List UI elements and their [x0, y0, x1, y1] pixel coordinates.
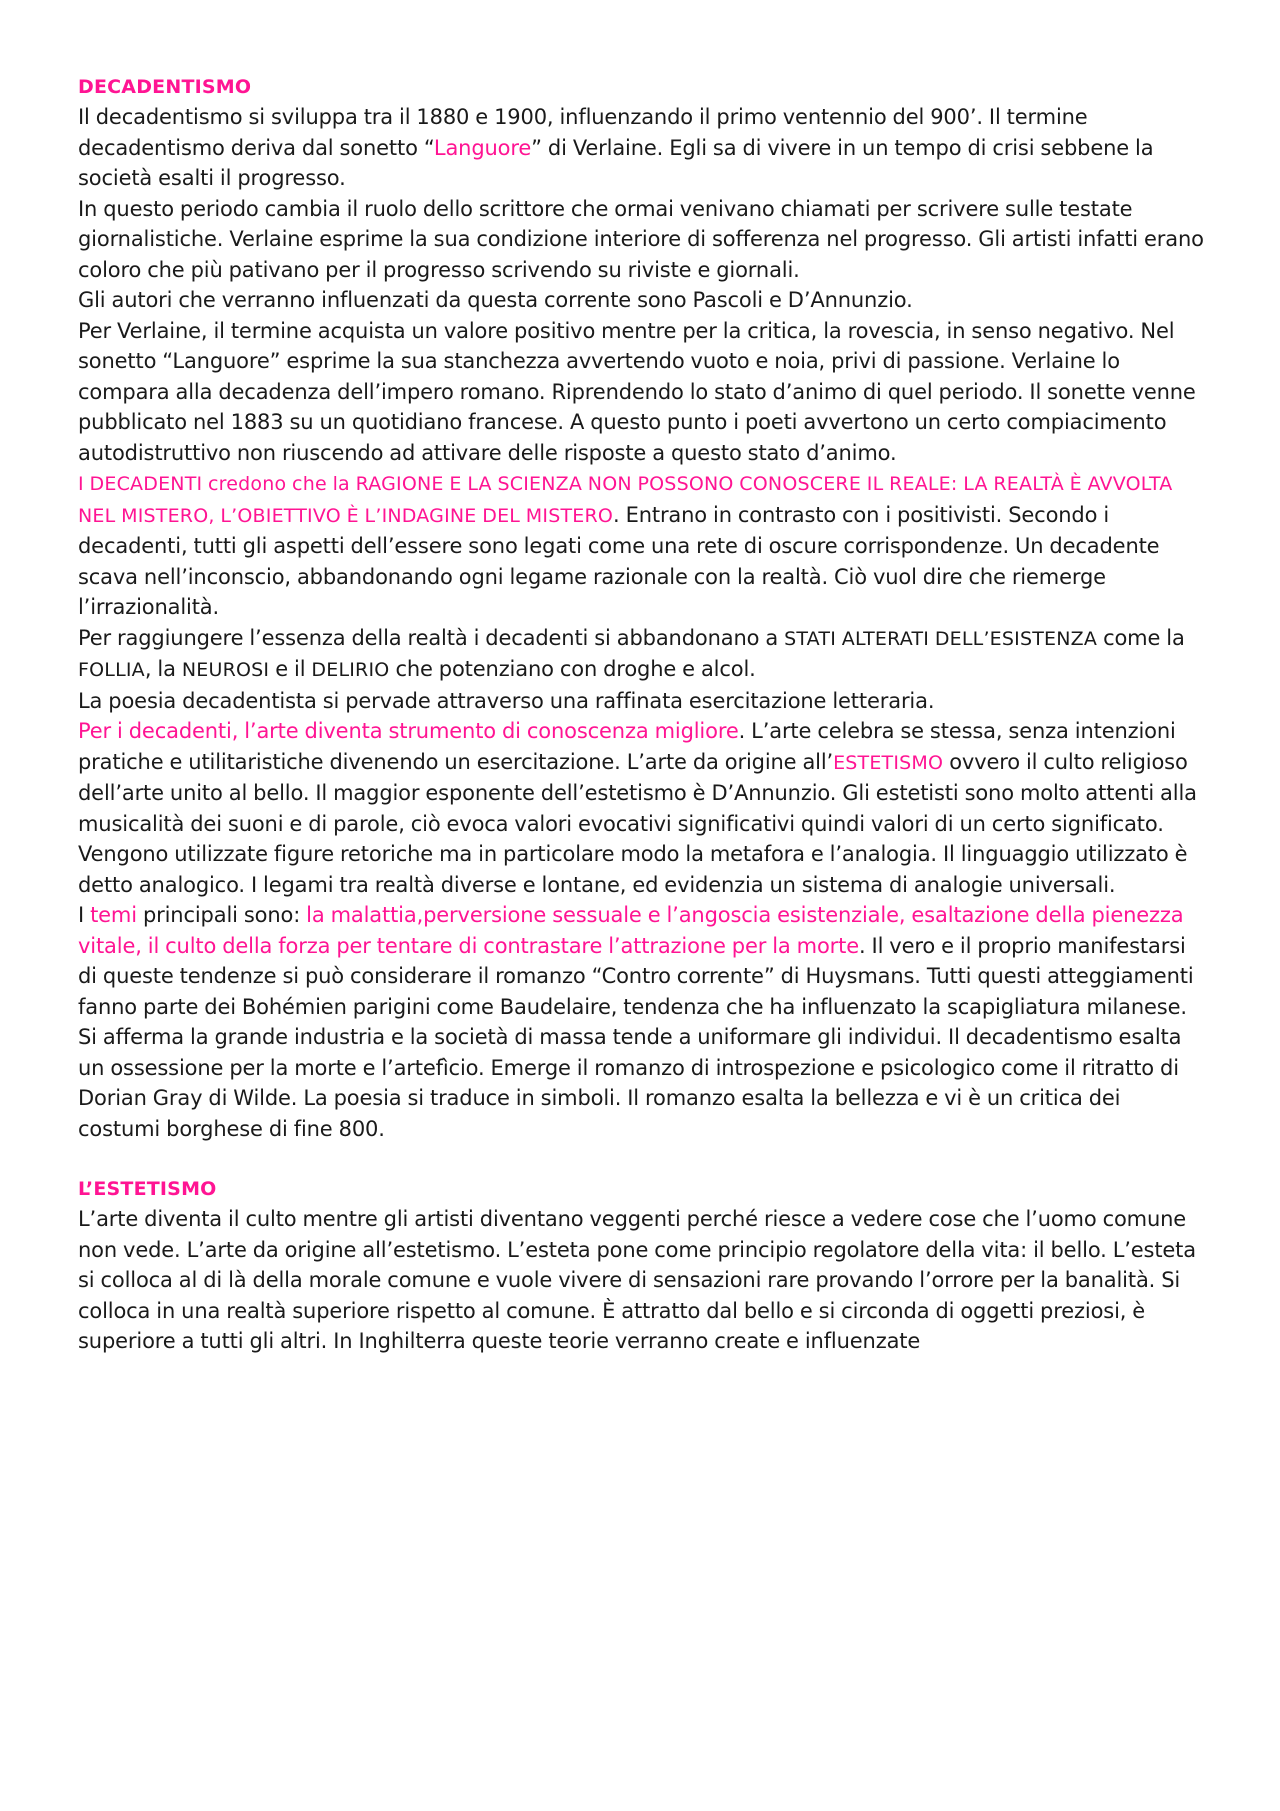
highlight-themes-list: la malattia,perversione sessuale e l’angoscia esistenziale, esaltazione della pienezza vitale, il culto della forza per tentare di contrastare l’attrazione per la morte	[78, 903, 1184, 958]
paragraph-industry: Si afferma la grande industria e la società di massa tende a uniformare gli individui. Il decadentismo esalta un ossessione per la morte e l’artefìcio. Emerge il romanzo di introspezione e psicologico come il ritratto di Dorian Gray di Wilde. La poesia si traduce in simboli. Il romanzo esalta la bellezza e vi è un critica dei costumi borghese di fine 800.	[78, 1025, 1182, 1141]
paragraph-text: . Entrano in contrasto con i positivisti. Secondo i decadenti, tutti gli aspetti dell’essere sono legati come una rete di oscure corrispondenze. Un decadente scava nell’inconscio, abbandonando ogni legame razionale con la realtà. Ciò vuol dire che riemerge l’irrazionalità.	[78, 502, 1160, 619]
section-decadentismo	[78, 72, 1208, 1144]
paragraph-authors: Gli autori che verranno influenzati da questa corrente sono Pascoli e D’Annunzio.	[78, 288, 913, 312]
paragraph-mystery	[78, 468, 1208, 623]
paragraph-text: . L’arte celebra se stessa, senza intenzioni pratiche e utilitaristiche divenendo un esercitazione. L’arte da origine all’	[78, 719, 1176, 774]
paragraph-text: ovvero il culto religioso dell’arte unito al bello. Il maggior esponente dell’estetismo è D’Annunzio. Gli estetisti sono molto attenti alla musicalità dei suoni e di parole, ciò evoca valori evocativi significativi quindi valori di un certo significato. Vengono utilizzate figure retoriche ma in particolare modo la metafora e l’analogia. Il linguaggio utilizzato è detto analogico. I legami tra realtà diverse e lontane, ed evidenzia un sistema di analogie universali.	[78, 749, 1197, 897]
paragraph-text: e il	[269, 657, 312, 681]
highlight-art-knowledge: Per i decadenti, l’arte diventa strumento di conoscenza migliore	[78, 719, 739, 743]
highlight-estetismo: ESTETISMO	[833, 751, 944, 774]
caps-delirio: DELIRIO	[311, 659, 390, 681]
paragraph-text: principali sono:	[136, 903, 307, 927]
paragraph-text: ” di Verlaine. Egli sa di vivere in un tempo di crisi sebbene la società esalti il progresso.	[78, 135, 1154, 190]
paragraph-esteta: L’arte diventa il culto mentre gli artisti diventano veggenti perché riesce a vedere cose che l’uomo comune non vede. L’arte da origine all’estetismo. L’esteta pone come principio regolatore della vita: il bello. L’esteta si colloca al di là della morale comune e vuole vivere di sensazioni rare provando l’orrore per la banalità. Si colloca in una realtà superiore rispetto al comune. È attratto dal bello e si circonda di oggetti preziosi, è superiore a tutti gli altri. In Inghilterra queste teorie verranno create e influenzate	[78, 1207, 1196, 1353]
caps-follia: FOLLIA	[78, 659, 145, 681]
caps-altered-states: STATI ALTERATI DELL’ESISTENZA	[784, 627, 1098, 650]
highlight-temi: temi	[90, 903, 137, 927]
paragraph-text: . Il vero e il proprio manifestarsi di queste tendenze si può considerare il romanzo “Contro corrente” di Huysmans. Tutti questi atteggiamenti fanno parte dei Bohémien parigini come Baudelaire, tendenza che ha influenzato la scapigliatura milanese.	[78, 933, 1194, 1019]
paragraph-text: , la	[144, 657, 182, 681]
section-spacer	[78, 1144, 1208, 1174]
paragraph-verlaine: Per Verlaine, il termine acquista un valore positivo mentre per la critica, la rovescia, in senso negativo. Nel sonetto “Languore” esprime la sua stanchezza avvertendo vuoto e noia, privi di passione. Verlaine lo compara alla decadenza dell’impero romano. Riprendendo lo stato d’animo di quel periodo. Il sonette venne pubblicato nel 1883 su un quotidiano francese. A questo punto i poeti avvertono un certo compiacimento autodistruttivo non riuscendo ad attivare delle risposte a questo stato d’animo.	[78, 318, 1196, 465]
document-page	[78, 72, 1208, 1357]
paragraph-text: Il decadentismo si sviluppa tra il 1880 e 1900, influenzando il primo ventennio del 900’. Il termine decadentismo deriva dal sonetto “	[78, 105, 1088, 160]
highlight-languore: Languore	[433, 135, 532, 160]
paragraph-altered-states	[78, 623, 1208, 686]
highlight-mystery: I DECADENTI credono che la RAGIONE E LA SCIENZA NON POSSONO CONOSCERE IL REALE: LA REALTÀ È AVVOLTA NEL MISTERO, L’OBIETTIVO È L’INDAGINE DEL MISTERO	[78, 473, 1173, 527]
paragraph-art	[78, 716, 1208, 900]
section-heading-decadentismo: DECADENTISMO	[78, 76, 252, 98]
paragraph-text: che potenziano con droghe e alcol.	[389, 657, 756, 681]
paragraph-origin	[78, 102, 1208, 194]
paragraph-text: I	[78, 903, 91, 927]
paragraph-text: Per raggiungere l’essenza della realtà i decadenti si abbandonano a	[78, 625, 785, 650]
paragraph-text: come la	[1097, 625, 1185, 650]
section-estetismo	[78, 1174, 1208, 1357]
paragraph-themes	[78, 900, 1208, 1022]
paragraph-writer-role: In questo periodo cambia il ruolo dello scrittore che ormai venivano chiamati per scrivere sulle testate giornalistiche. Verlaine esprime la sua condizione interiore di sofferenza nel progresso. Gli artisti infatti erano coloro che più pativano per il progresso scrivendo su riviste e giornali.	[78, 196, 1204, 282]
paragraph-poetry: La poesia decadentista si pervade attraverso una raffinata esercitazione letteraria.	[78, 688, 935, 713]
section-heading-estetismo: L’ESTETISMO	[78, 1178, 217, 1200]
caps-neurosi: NEUROSI	[181, 659, 270, 681]
